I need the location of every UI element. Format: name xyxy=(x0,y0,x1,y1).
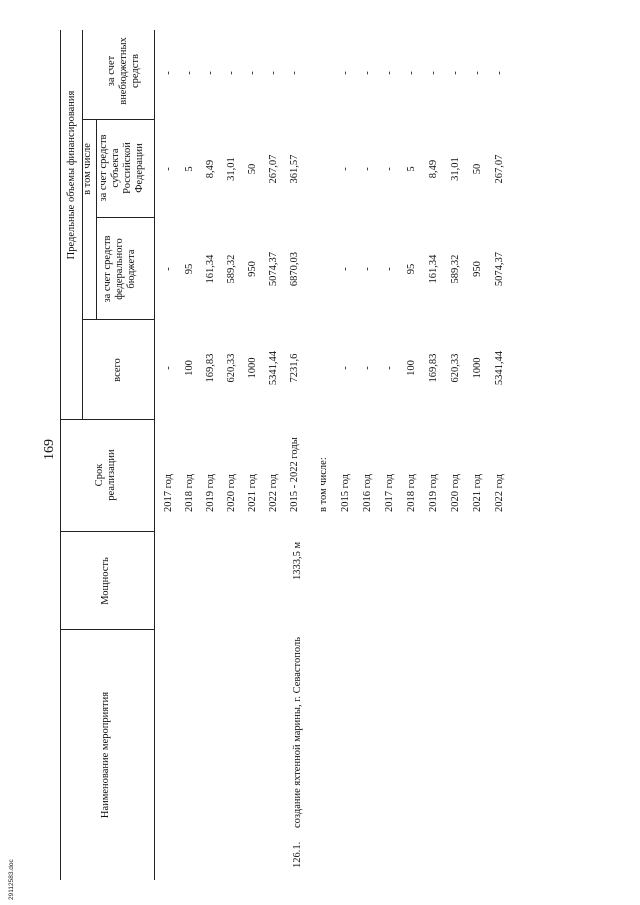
cell-federal: 6870,03 xyxy=(289,251,300,287)
cell-term: в том числе: xyxy=(318,457,329,512)
cell-subject: 267,07 xyxy=(494,154,505,184)
header-incl: в том числе xyxy=(82,143,93,195)
header-bottom-border xyxy=(154,30,155,880)
cell-subject: 361,57 xyxy=(289,154,300,184)
cell-term: 2021 год xyxy=(247,474,258,512)
cell-term: 2016 год xyxy=(362,474,373,512)
cell-total: 5341,44 xyxy=(494,350,505,386)
cell-total: - xyxy=(163,366,174,370)
cell-extra: - xyxy=(184,71,195,75)
cell-extra: - xyxy=(289,71,300,75)
cell-subject: - xyxy=(340,167,351,171)
header-name: Наименование мероприятия xyxy=(100,691,111,819)
vline-federal-subject xyxy=(96,217,154,218)
cell-total: 169,83 xyxy=(428,353,439,383)
cell-extra: - xyxy=(362,71,373,75)
cell-term: 2018 год xyxy=(406,474,417,512)
cell-term: 2017 год xyxy=(163,474,174,512)
rotated-table xyxy=(60,30,600,880)
header-federal: за счет средств федерального бюджета xyxy=(102,235,137,303)
vline-name-power xyxy=(60,629,154,630)
cell-extra: - xyxy=(226,71,237,75)
cell-federal: - xyxy=(362,267,373,271)
item-number: 126.1. xyxy=(292,841,303,868)
cell-extra: - xyxy=(406,71,417,75)
item-name: создание яхтенной марины, г. Севастополь xyxy=(292,637,303,828)
header-extra: за счет внебюджетных средств xyxy=(106,37,141,105)
cell-subject: 267,07 xyxy=(268,154,279,184)
cell-extra: - xyxy=(268,71,279,75)
vline-term-total xyxy=(60,419,154,420)
cell-federal: - xyxy=(163,267,174,271)
cell-total: 1000 xyxy=(472,357,483,379)
header-subject: за счет средств субъекта Российской Федерации xyxy=(98,134,145,202)
cell-term: 2015 - 2022 годы xyxy=(289,437,300,512)
cell-total: 169,83 xyxy=(205,353,216,383)
vline-total-federal xyxy=(82,319,154,320)
cell-total: 5341,44 xyxy=(268,350,279,386)
cell-extra: - xyxy=(247,71,258,75)
cell-federal: 950 xyxy=(472,261,483,277)
cell-subject: - xyxy=(163,167,174,171)
cell-total: 7231,6 xyxy=(289,353,300,383)
cell-term: 2022 год xyxy=(268,474,279,512)
footer-filename: 29112583.doc xyxy=(8,859,15,900)
cell-federal: 5074,37 xyxy=(268,251,279,287)
cell-federal: 589,32 xyxy=(450,254,461,284)
cell-federal: 161,34 xyxy=(428,254,439,284)
cell-subject: 31,01 xyxy=(226,157,237,181)
cell-term: 2021 год xyxy=(472,474,483,512)
cell-federal: - xyxy=(384,267,395,271)
cell-subject: 8,49 xyxy=(428,159,439,179)
cell-subject: 8,49 xyxy=(205,159,216,179)
cell-term: 2020 год xyxy=(226,474,237,512)
cell-term: 2015 год xyxy=(340,474,351,512)
cell-total: - xyxy=(340,366,351,370)
page-number: 169 xyxy=(42,439,57,460)
cell-extra: - xyxy=(340,71,351,75)
cell-extra: - xyxy=(494,71,505,75)
cell-subject: 50 xyxy=(247,163,258,175)
cell-subject: 31,01 xyxy=(450,157,461,181)
cell-extra: - xyxy=(205,71,216,75)
cell-subject: 5 xyxy=(406,166,417,172)
cell-federal: 95 xyxy=(184,263,195,275)
header-term: Срок реализации xyxy=(94,449,117,501)
vline-power-term xyxy=(60,531,154,532)
limit-header-underline xyxy=(82,30,83,420)
cell-federal: 95 xyxy=(406,263,417,275)
cell-federal: 950 xyxy=(247,261,258,277)
cell-total: 620,33 xyxy=(450,353,461,383)
cell-term: 2020 год xyxy=(450,474,461,512)
cell-term: 2019 год xyxy=(205,474,216,512)
header-total: всего xyxy=(112,358,123,382)
cell-subject: - xyxy=(384,167,395,171)
header-limit: Предельные объемы финансирования xyxy=(66,90,77,260)
cell-extra: - xyxy=(450,71,461,75)
cell-subject: 5 xyxy=(184,166,195,172)
cell-extra: - xyxy=(163,71,174,75)
cell-extra: - xyxy=(428,71,439,75)
cell-total: 100 xyxy=(406,360,417,376)
cell-extra: - xyxy=(384,71,395,75)
cell-federal: 589,32 xyxy=(226,254,237,284)
cell-total: - xyxy=(362,366,373,370)
cell-total: - xyxy=(384,366,395,370)
cell-extra: - xyxy=(472,71,483,75)
cell-total: 620,33 xyxy=(226,353,237,383)
cell-federal: 161,34 xyxy=(205,254,216,284)
cell-total: 1000 xyxy=(247,357,258,379)
table-top-border xyxy=(60,30,61,880)
cell-federal: - xyxy=(340,267,351,271)
cell-term: 2019 год xyxy=(428,474,439,512)
cell-federal: 5074,37 xyxy=(494,251,505,287)
cell-term: 2017 год xyxy=(384,474,395,512)
cell-term: 2018 год xyxy=(184,474,195,512)
cell-total: 100 xyxy=(184,360,195,376)
item-power: 1333,5 м xyxy=(292,541,303,580)
incl-header-underline xyxy=(96,120,97,320)
header-power: Мощность xyxy=(100,557,111,605)
cell-subject: 50 xyxy=(472,163,483,175)
cell-subject: - xyxy=(362,167,373,171)
cell-term: 2022 год xyxy=(494,474,505,512)
